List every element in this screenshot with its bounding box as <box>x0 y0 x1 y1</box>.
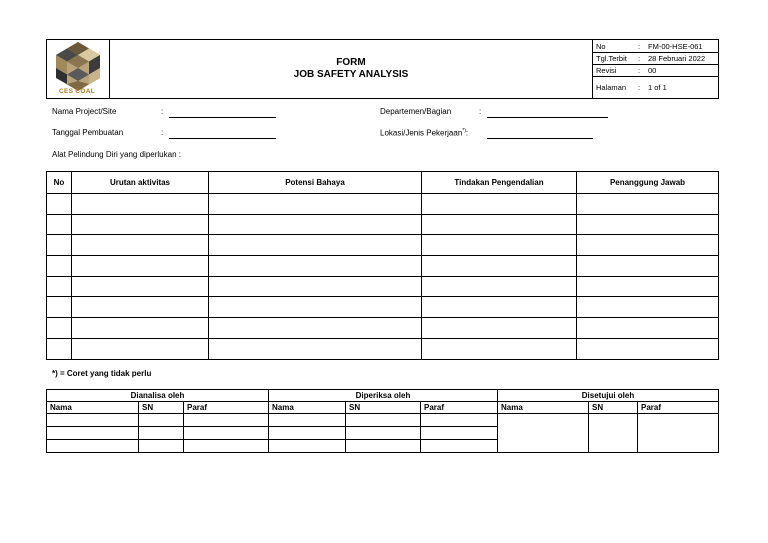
meta-label: Tgl.Terbit <box>596 54 627 63</box>
sub-sn: SN <box>346 402 421 414</box>
entry-cell[interactable] <box>638 414 719 453</box>
entry-cell[interactable] <box>269 440 346 453</box>
table-cell[interactable] <box>209 214 422 235</box>
table-cell[interactable] <box>209 318 422 339</box>
table-body <box>47 194 719 360</box>
table-cell[interactable] <box>577 338 719 359</box>
location-label <box>380 128 468 138</box>
entry-cell[interactable] <box>421 414 498 427</box>
table-cell[interactable] <box>209 276 422 297</box>
meta-row-page <box>593 77 718 97</box>
entry-cell[interactable] <box>346 414 421 427</box>
entry-cell[interactable] <box>184 427 269 440</box>
table-cell[interactable] <box>577 276 719 297</box>
table-cell[interactable] <box>47 297 72 318</box>
sub-sn: SN <box>589 402 638 414</box>
table-cell[interactable] <box>72 214 209 235</box>
col-header-control: Tindakan Pengendalian <box>422 172 577 194</box>
approval-sub-row <box>47 402 719 414</box>
table-header-row <box>47 172 719 194</box>
table-cell[interactable] <box>422 194 577 215</box>
col-header-hazard: Potensi Bahaya <box>209 172 422 194</box>
meta-row-no <box>593 41 718 53</box>
meta-label: No <box>596 42 606 51</box>
table-cell[interactable] <box>209 256 422 277</box>
jsa-table <box>46 171 719 360</box>
entry-cell[interactable] <box>269 427 346 440</box>
table-cell[interactable] <box>47 235 72 256</box>
sub-signature: Paraf <box>184 402 269 414</box>
table-cell[interactable] <box>47 214 72 235</box>
col-header-responsible: Penanggung Jawab <box>577 172 719 194</box>
title-line-1: FORM <box>336 57 366 68</box>
table-cell[interactable] <box>72 194 209 215</box>
document-meta <box>593 40 719 99</box>
table-cell[interactable] <box>72 276 209 297</box>
table-cell[interactable] <box>209 338 422 359</box>
location-mark: *) <box>462 128 466 134</box>
entry-cell[interactable] <box>47 440 139 453</box>
sub-name: Nama <box>498 402 589 414</box>
approval-group-row <box>47 390 719 402</box>
meta-sep: : <box>638 82 641 92</box>
entry-cell[interactable] <box>139 440 184 453</box>
entry-cell[interactable] <box>498 414 589 453</box>
table-cell[interactable] <box>577 194 719 215</box>
entry-cell[interactable] <box>589 414 638 453</box>
table-cell[interactable] <box>47 194 72 215</box>
logo-cell <box>47 40 110 99</box>
table-cell[interactable] <box>422 276 577 297</box>
department-input[interactable] <box>487 117 608 118</box>
colon: : <box>161 128 164 137</box>
table-row <box>47 235 719 256</box>
table-cell[interactable] <box>577 256 719 277</box>
form-header <box>46 39 719 99</box>
meta-label: Halaman <box>596 82 627 92</box>
footnote: *) = Coret yang tidak perlu <box>52 369 152 378</box>
entry-cell[interactable] <box>421 440 498 453</box>
entry-cell[interactable] <box>184 414 269 427</box>
meta-sep: : <box>638 66 641 75</box>
entry-cell[interactable] <box>421 427 498 440</box>
group-checked-by: Diperiksa oleh <box>269 390 498 402</box>
group-analyzed-by: Dianalisa oleh <box>47 390 269 402</box>
table-cell[interactable] <box>47 256 72 277</box>
table-cell[interactable] <box>47 318 72 339</box>
table-cell[interactable] <box>577 214 719 235</box>
table-cell[interactable] <box>47 276 72 297</box>
location-label-text: Lokasi/Jenis Pekerjaan <box>380 128 463 138</box>
table-cell[interactable] <box>422 338 577 359</box>
table-row <box>47 276 719 297</box>
table-cell[interactable] <box>72 297 209 318</box>
table-cell[interactable] <box>72 235 209 256</box>
sub-name: Nama <box>269 402 346 414</box>
table-cell[interactable] <box>422 235 577 256</box>
table-row <box>47 214 719 235</box>
date-made-input[interactable] <box>169 138 276 139</box>
meta-value: FM-00-HSE-061 <box>648 42 703 51</box>
entry-cell[interactable] <box>346 427 421 440</box>
col-header-no: No <box>47 172 72 194</box>
date-made-label: Tanggal Pembuatan <box>52 128 124 137</box>
table-cell[interactable] <box>577 318 719 339</box>
table-cell[interactable] <box>47 338 72 359</box>
project-site-input[interactable] <box>169 117 276 118</box>
table-cell[interactable] <box>577 297 719 318</box>
table-cell[interactable] <box>72 318 209 339</box>
table-cell[interactable] <box>209 297 422 318</box>
location-input[interactable] <box>487 138 593 139</box>
department-label: Departemen/Bagian <box>380 107 452 116</box>
meta-row-revision <box>593 65 718 77</box>
table-row <box>47 318 719 339</box>
meta-value: 00 <box>648 66 657 75</box>
entry-cell[interactable] <box>47 427 139 440</box>
meta-row-date <box>593 53 718 65</box>
sub-sn: SN <box>139 402 184 414</box>
col-header-activity: Urutan aktivitas <box>72 172 209 194</box>
logo-text: CES COAL <box>59 88 95 95</box>
sub-signature: Paraf <box>421 402 498 414</box>
table-cell[interactable] <box>422 318 577 339</box>
table-row <box>47 256 719 277</box>
entry-cell[interactable] <box>139 427 184 440</box>
entry-cell[interactable] <box>184 440 269 453</box>
colon: : <box>161 107 164 116</box>
colon: : <box>479 107 482 116</box>
table-row <box>47 338 719 359</box>
table-cell[interactable] <box>209 194 422 215</box>
entry-cell[interactable] <box>47 414 139 427</box>
table-row <box>47 194 719 215</box>
approval-entry-row <box>47 414 719 427</box>
entry-cell[interactable] <box>269 414 346 427</box>
colon: : <box>465 128 469 138</box>
table-cell[interactable] <box>72 338 209 359</box>
meta-value: 28 Februari 2022 <box>648 54 706 63</box>
group-approved-by: Disetujui oleh <box>498 390 719 402</box>
meta-label: Revisi <box>596 66 617 75</box>
meta-value: 1 of 1 <box>648 82 667 92</box>
sub-name: Nama <box>47 402 139 414</box>
table-cell[interactable] <box>577 235 719 256</box>
entry-cell[interactable] <box>346 440 421 453</box>
table-cell[interactable] <box>422 214 577 235</box>
ppe-label: Alat Pelindung Diri yang diperlukan : <box>52 150 181 159</box>
table-cell[interactable] <box>72 256 209 277</box>
meta-sep: : <box>638 42 641 51</box>
table-row <box>47 297 719 318</box>
table-cell[interactable] <box>422 256 577 277</box>
entry-cell[interactable] <box>139 414 184 427</box>
project-site-label: Nama Project/Site <box>52 107 117 116</box>
form-title <box>110 40 593 99</box>
table-cell[interactable] <box>422 297 577 318</box>
approval-table <box>46 389 719 453</box>
table-cell[interactable] <box>209 235 422 256</box>
title-line-2: JOB SAFETY ANALYSIS <box>293 69 409 80</box>
meta-sep: : <box>638 54 641 63</box>
sub-signature: Paraf <box>638 402 719 414</box>
